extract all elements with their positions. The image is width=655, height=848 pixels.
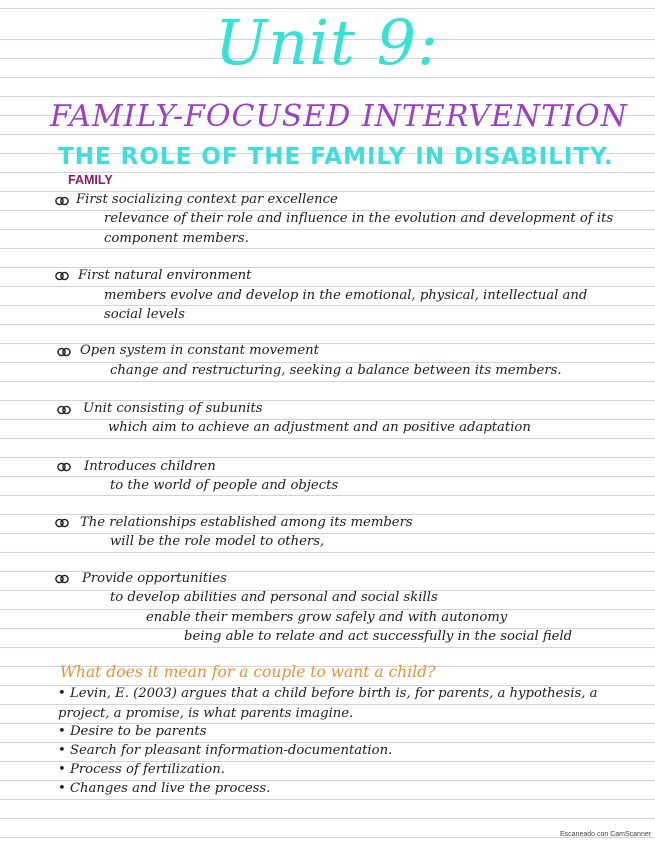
question-heading: What does it mean for a couple to want a child? [60,663,436,681]
question-item: • Search for pleasant information-documentation. [58,743,393,758]
point-heading: First natural environment [78,268,252,283]
point-heading: Unit consisting of subunits [83,401,263,416]
subtitle: THE ROLE OF THE FAMILY IN DISABILITY. [58,144,614,170]
question-item: • Changes and live the process. [58,781,271,796]
link-bullet-icon [57,461,71,473]
link-bullet-icon [55,270,69,282]
link-bullet-icon [57,346,71,358]
point-heading: Provide opportunities [82,571,227,586]
point-line: enable their members grow safely and with autonomy [146,610,508,625]
question-item: project, a promise, is what parents imagine. [58,706,354,721]
question-item: • Levin, E. (2003) argues that a child before birth is, for parents, a hypothesis, a [58,686,598,701]
point-line: relevance of their role and influence in the evolution and development of its [104,211,614,226]
main-title: FAMILY-FOCUSED INTERVENTION [50,99,628,134]
point-line: change and restructuring, seeking a balance between its members. [110,363,562,378]
point-line: component members. [104,231,249,246]
link-bullet-icon [57,404,71,416]
section-label-family: FAMILY [68,173,113,187]
point-heading: Open system in constant movement [80,343,319,358]
link-bullet-icon [55,517,69,529]
point-heading: First socializing context par excellence [76,192,338,207]
point-line: social levels [104,307,185,322]
point-line: members evolve and develop in the emotional, physical, intellectual and [104,288,588,303]
point-line: being able to relate and act successfully in the social field [184,629,573,644]
link-bullet-icon [55,195,69,207]
point-line: to the world of people and objects [110,478,339,493]
point-line: which aim to achieve an adjustment and an positive adaptation [108,420,531,435]
question-item: • Process of fertilization. [58,762,225,777]
question-item: • Desire to be parents [58,724,207,739]
point-heading: Introduces children [84,459,216,474]
point-heading: The relationships established among its members [80,515,413,530]
unit-title: Unit 9: [215,6,439,79]
point-line: to develop abilities and personal and social skills [110,590,438,605]
scanner-watermark: Escaneado con CamScanner [560,831,652,838]
point-line: will be the role model to others, [110,534,325,549]
link-bullet-icon [55,573,69,585]
